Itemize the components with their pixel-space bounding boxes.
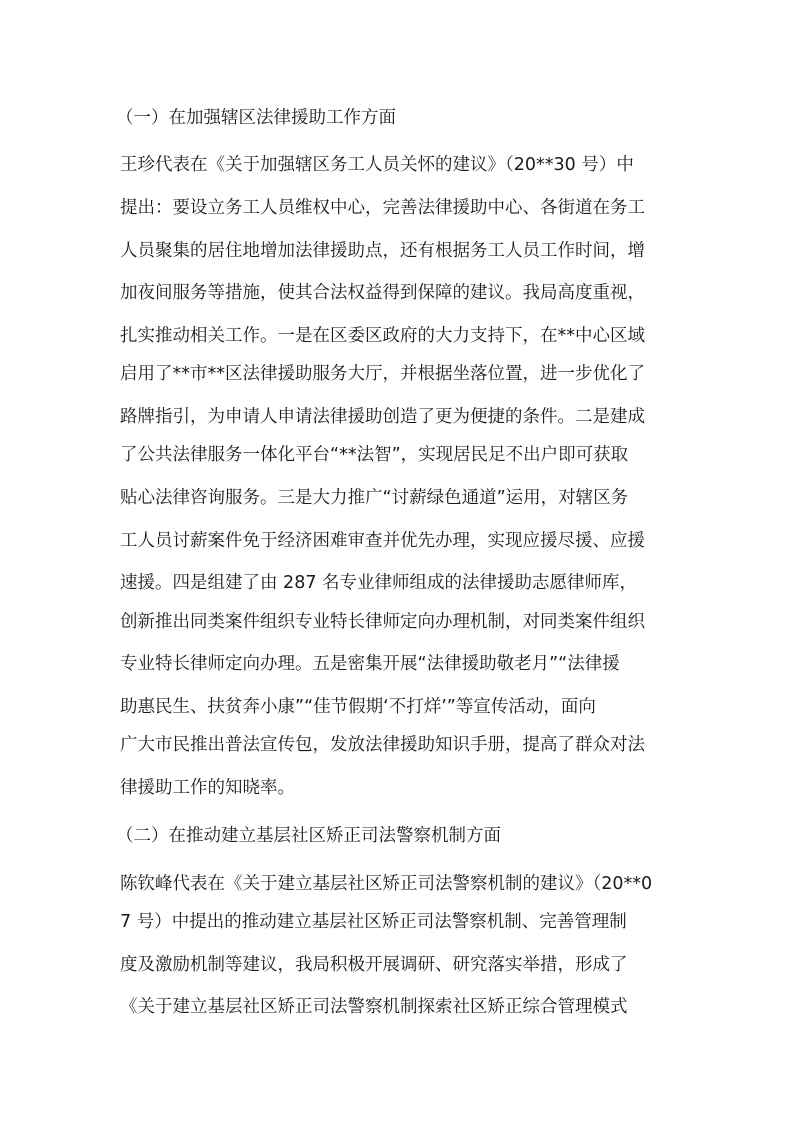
paragraph-line: 人员聚集的居住地增加法律援助点，还有根据务工人员工作时间，增 (120, 241, 645, 261)
paragraph-line: 《关于建立基层社区矫正司法警察机制探索社区矫正综合管理模式 (120, 997, 628, 1017)
paragraph-line: 速援。四是组建了由 287 名专业律师组成的法律援助志愿律师库， (120, 573, 638, 593)
paragraph-line: 专业特长律师定向办理。五是密集开展“法律援助敬老月”“法律援 (120, 654, 620, 674)
paragraph-line: 加夜间服务等措施，使其合法权益得到保障的建议。我局高度重视， (120, 283, 645, 303)
paragraph-line: 助惠民生、扶贫奔小康”“佳节假期‘不打烊’”等宣传活动，面向 (120, 697, 596, 717)
paragraph-line: 启用了**市**区法律援助服务大厅，并根据坐落位置，进一步优化了 (120, 364, 645, 384)
paragraph-line: 路牌指引，为申请人申请法律援助创造了更为便捷的条件。二是建成 (120, 407, 645, 427)
section-heading-1: （一）在加强辖区法律援助工作方面 (116, 108, 396, 128)
paragraph-line: 王珍代表在《关于加强辖区务工人员关怀的建议》（20**30 号）中 (120, 155, 634, 175)
section-heading-2: （二）在推动建立基层社区矫正司法警察机制方面 (116, 826, 501, 846)
paragraph-line: 律援助工作的知晓率。 (120, 778, 295, 798)
paragraph-line: 度及激励机制等建议，我局积极开展调研、研究落实举措，形成了 (120, 955, 628, 975)
paragraph-line: 了公共法律服务一体化平台“**法智”，实现居民足不出户即可获取 (120, 445, 629, 465)
paragraph-line: 7 号）中提出的推动建立基层社区矫正司法警察机制、完善管理制 (120, 912, 627, 932)
paragraph-line: 提出：要设立务工人员维权中心，完善法律援助中心、各街道在务工 (120, 198, 645, 218)
paragraph-line: 陈钦峰代表在《关于建立基层社区矫正司法警察机制的建议》（20**0 (120, 874, 653, 894)
paragraph-line: 创新推出同类案件组织专业特长律师定向办理机制，对同类案件组织 (120, 612, 645, 632)
paragraph-line: 广大市民推出普法宣传包，发放法律援助知识手册，提高了群众对法 (120, 735, 645, 755)
paragraph-line: 扎实推动相关工作。一是在区委区政府的大力支持下，在**中心区域 (120, 326, 645, 346)
paragraph-line: 贴心法律咨询服务。三是大力推广“讨薪绿色通道”运用，对辖区务 (120, 488, 629, 508)
paragraph-line: 工人员讨薪案件免于经济困难审查并优先办理，实现应援尽援、应援 (120, 531, 645, 551)
